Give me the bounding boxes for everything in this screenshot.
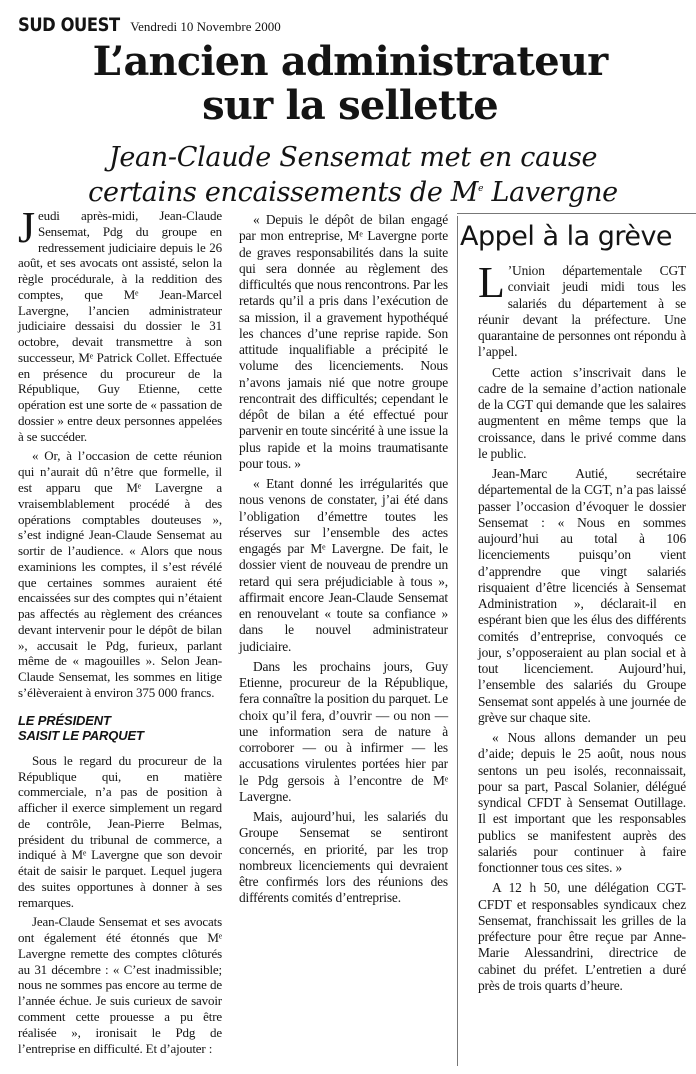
subhead-line-2: SAISIT LE PARQUET xyxy=(18,727,144,743)
article-paragraph: « Etant donné les irrégularités que nous venons de constater, j’ai été dans l’obligation d’émettre toutes les réserves sur l’ensemble des actes engagés par Mᵉ Lavergne. De fait, le dossier vient de nouveau de prendre un retard qui sera préjudiciable à tous », affirmait encore Jean-Claude Sensemat en renouvelant « toute sa confiance » dans le nouvel administrateur judiciaire. xyxy=(239,476,448,654)
article-dropcap: J xyxy=(18,203,35,252)
deck-line-2-text: certains encaissements de M xyxy=(88,177,479,208)
article-paragraph: « Depuis le dépôt de bilan engagé par mon entreprise, Mᵉ Lavergne porte de graves responsabilités dans la suite qui sera donnée au règlement des difficultés que nous rencontrons. Par les retards qu’il a pris dans l’exécution de sa mission, il a gravement hypothéqué les chances d’une reprise rapide. Son attitude inqualifiable a précipité le volume des licenciements. Nous n’avons jamais nié que notre groupe rencontrait des difficultés; cependant le dépôt de bilan a été effectué pour parvenir en toute sincérité à une issue la plus rapide et la moins traumatisante pour tous. » xyxy=(239,212,448,471)
sidebar-paragraph: Cette action s’inscrivait dans le cadre de la semaine d’action nationale de la CGT qui demande que les salaires augmentent en même temps que la croissance, dans le privé comme dans le public. xyxy=(478,364,686,461)
deck-line-2 xyxy=(10,175,696,210)
headline-line-2: sur la sellette xyxy=(202,82,498,129)
deck xyxy=(10,140,696,210)
article-paragraph: Jean-Claude Sensemat et ses avocats ont également été étonnés que Mᵉ Lavergne remette des comptes clôturés au 31 décembre : « C’est inadmissible; nous ne sommes pas encore au terme de l’année échue. Je suis curieux de savoir comment cette prouesse a pu être réalisée », ironisait le Pdg de l’entreprise en difficulté. Et d’ajouter : xyxy=(18,914,222,1056)
headline xyxy=(40,40,660,128)
subhead-line-1: LE PRÉSIDENT xyxy=(18,712,111,728)
article-subhead xyxy=(18,713,222,743)
headline-line-1: L’ancien administrateur xyxy=(92,38,608,85)
sidebar-paragraph: A 12 h 50, une délégation CGT-CFDT et responsables syndicaux chez Sensemat, franchissait les grilles de la préfecture pour être reçue par Anne-Marie Alessandrini, directrice de cabinet du préfet. L’entretien a duré près de trois quarts d’heure. xyxy=(478,880,686,993)
paragraph-text: ’Union départementale CGT conviait jeudi midi tous les salariés du département à se réunir devant la préfecture. Une quarantaine de personnes ont répondu à l’appel. xyxy=(478,263,686,360)
masthead xyxy=(18,14,281,40)
article-paragraph: « Or, à l’occasion de cette réunion qui n’aurait dû n’être que formelle, il est apparu que Mᵉ Lavergne a vraisemblablement procédé à des opérations comptables douteuses », s’est indigné Jean-Claude Sensemat au sortir de l’audience. « Alors que nous examinions les comptes, il s’est révélé que certaines sommes auraient été encaissées sur des comptes qui n’étaient pas affectés au règlement des créances devant intervenir pour le dépôt de bilan », accusait le Pdg, furieux, parlant même de « magouilles ». Selon Jean-Claude Sensemat, les sommes en litige s’élèveraient à environ 375 000 francs. xyxy=(18,448,222,700)
sidebar-title: Appel à la grève xyxy=(460,221,673,252)
deck-line-2-end: Lavergne xyxy=(483,177,618,208)
deck-line-1: Jean-Claude Sensemat met en cause xyxy=(108,142,598,173)
sidebar-paragraph: Jean-Marc Autié, secrétaire départemental de la CGT, n’a pas laissé passer l’occasion d’évoquer le dossier Sensemat : « Nous en sommes aujourd’hui au total à 106 licenciements puisqu’on vient d’apprendre que vingt salariés risquaient d’être licenciés à Sensemat Administration », déclarait-il en espérant bien que les élus des différents comités d’entreprise, convoqués ce jour, s’opposeraient au plan social et à tout licenciement. Aujourd’hui, l’ensemble des salariés du Groupe Sensemat sont appelés à une journée de grève sur chaque site. xyxy=(478,466,686,725)
sidebar-paragraph: « Nous allons demander un peu d’aide; depuis le 25 août, nous nous sentons un peu isolés, reconnaissait, pour sa part, Pascal Solanier, délégué syndical CFDT à Sensemat Outillage. Il est important que les responsables publics se manifestent auprès des salariés pour continuer à faire fonctionner tous ces sites. » xyxy=(478,730,686,875)
article-paragraph: Mais, aujourd’hui, les salariés du Groupe Sensemat se sentiront concernés, en priorité, par les trop nombreux licenciements qui devraient être confirmés lors des réunions des différents comités d’entreprise. xyxy=(239,809,448,906)
article-column-2 xyxy=(239,212,448,911)
deck-superscript: e xyxy=(478,184,484,194)
article-column-1 xyxy=(18,203,222,1060)
article-paragraph xyxy=(18,203,222,444)
sidebar-top-rule xyxy=(457,213,696,214)
article-paragraph: Dans les prochains jours, Guy Etienne, procureur de la République, fera connaître la position du parquet. Le choix qu’il fera, d’ouvrir — ou non — une information sera de nature à corroborer — ou à infirmer — les accusations virulentes portées hier par le Pdg gersois à l’encontre de Mᵉ Lavergne. xyxy=(239,658,448,804)
sidebar-paragraph xyxy=(478,258,686,361)
sidebar-column xyxy=(478,258,686,998)
newspaper-name: SUD OUEST xyxy=(18,14,120,36)
sidebar-divider xyxy=(457,216,458,1066)
paragraph-text: eudi après-midi, Jean-Claude Sensemat, Pdg du groupe en redressement judiciaire depuis le 26 août, et ses avocats ont assisté, selon la règle procédurale, à la reddition des comptes, que Mᵉ Jean-Marcel Lavergne, l’ancien administrateur judiciaire dessaisi du dossier le 31 octobre, devait transmettre à son successeur, Mᵉ Patrick Collet. Effectuée en présence du procureur de la République, Guy Etienne, cette opération est une sorte de « passation de dossier » entre deux personnes appelées à se succéder. xyxy=(18,208,222,444)
issue-date: Vendredi 10 Novembre 2000 xyxy=(130,19,281,34)
article-paragraph: Sous le regard du procureur de la République qui, en matière commerciale, n’a pas de position à afficher il exerce simplement un regard de contrôle, Jean-Pierre Belmas, président du tribunal de commerce, a indiqué à Mᵉ Lavergne que son devoir était de saisir le parquet. Lequel jugera des suites opportunes à donner à ses remarques. xyxy=(18,752,222,910)
sidebar-dropcap: L xyxy=(478,258,505,307)
